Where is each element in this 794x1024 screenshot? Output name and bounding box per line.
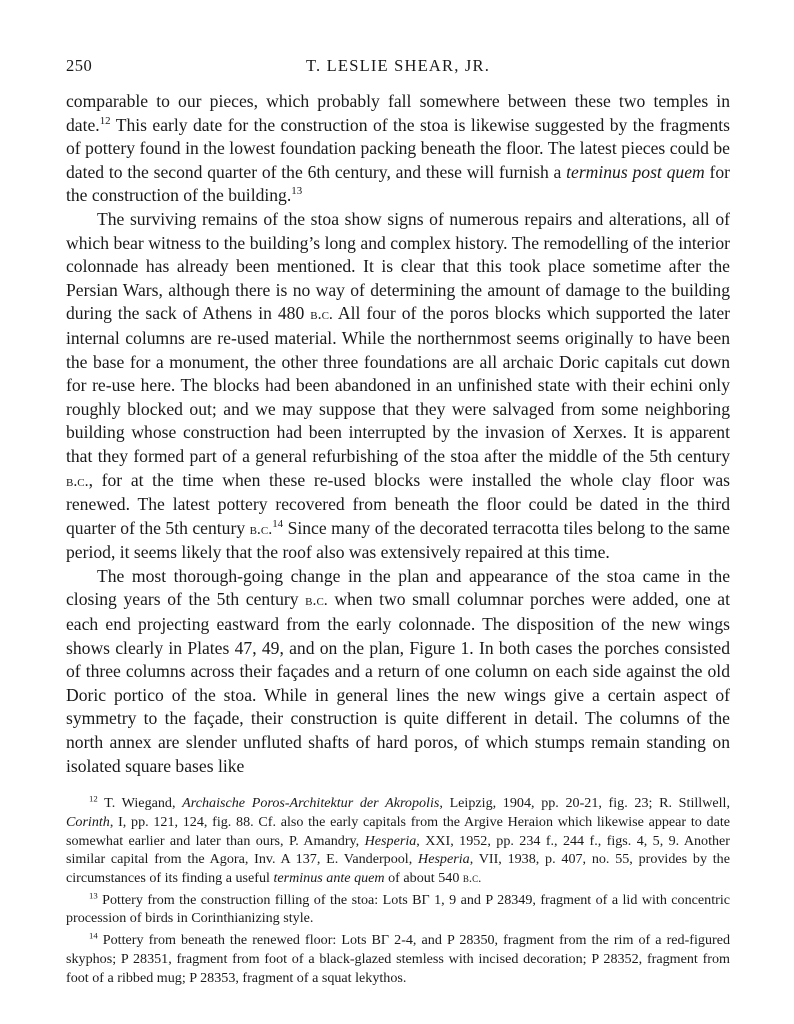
body-text <box>66 90 730 778</box>
text-run: The most thorough-going change in the plan and appearance of the stoa came in the closing years of the 5th century <box>66 565 730 610</box>
footnote-number: 13 <box>89 890 98 901</box>
era-abbrev: b.c. <box>305 592 328 610</box>
text-run: , for at the time when these re-used blocks were installed the whole clay floor was renewed. The latest pottery recovered from beneath the floor could be dated in the third quarter of the 5th century <box>66 469 730 538</box>
text-run: when two small columnar porches were added, one at each end projecting eastward from the early colonnade. The disposition of the new wings shows clearly in Plates 47, 49, and on the plan, Figure 1. In both cases the porches consisted of three columns across their façades and a return of one column on each side against the old Doric portico of the stoa. While in general lines the new wings give a certain aspect of symmetry to the façade, their construction is quite different in detail. The columns of the north annex are slender unfluted shafts of hard poros, of which stumps remain standing on isolated square bases like <box>66 589 730 776</box>
footnote-ref-12: 12 <box>99 114 111 127</box>
page-header <box>66 52 730 76</box>
text-run: , XXI, 1952, pp. 234 f., 244 f., figs. 4, 5, 9. Another similar capital from the Agora, Inv. A 137, E. Vanderpool, <box>66 832 731 868</box>
text-run: comparable to our pieces, which probably fall somewhere between these two temples in date. <box>66 91 730 135</box>
footnote-number: 14 <box>89 930 98 941</box>
italic-term: terminus post quem <box>566 161 705 182</box>
footnote-ref-14: 14 <box>272 517 284 530</box>
citation-title: Archaische Poros-Architektur der Akropolis <box>182 795 440 812</box>
footnote-12 <box>66 794 730 888</box>
era-abbrev: b.c. <box>249 520 273 538</box>
text-run: This early date for the construction of the stoa is likewise suggested by the fragments of pottery found in the lowest foundation packing beneath the floor. The latest pieces could be dated to the second quarter of the 6th century, and these will furnish a <box>66 114 730 182</box>
text-run: Pottery from beneath the renewed floor: Lots ΒΓ 2-4, and P 28350, fragment from the rim of a red-figured skyphos; P 28351, fragment from foot of a black-glazed stemless with incised decoration; P 28352, fragment from foot of a ribbed mug; P 28353, fragment of a squat lekythos. <box>66 932 730 986</box>
text-run: for the construction of the building. <box>66 161 731 206</box>
footnotes <box>66 794 730 987</box>
text-run: , VII, 1938, p. 407, no. 55, provides by the circumstances of its finding a useful <box>66 851 730 887</box>
citation-title: Corinth <box>66 813 110 830</box>
footnote-14 <box>66 931 730 987</box>
text-run: The surviving remains of the stoa show signs of numerous repairs and alterations, all of which bear witness to the building’s long and complex history. The remodelling of the interior colonnade has already been mentioned. It is clear that this took place sometime after the Persian Wars, although there is no way of determining the amount of damage to the building during the sack of Athens in 480 <box>66 208 730 324</box>
paragraph-3 <box>66 565 730 778</box>
running-head: T. LESLIE SHEAR, JR. <box>305 56 491 75</box>
footnote-number: 12 <box>89 793 98 804</box>
italic-term: terminus ante quem <box>273 870 385 887</box>
text-run: Pottery from the construction filling of the stoa: Lots ΒΓ 1, 9 and P 28349, fragment of a lid with concentric procession of birds in Corinthianizing style. <box>66 891 730 927</box>
text-run: T. Wiegand, <box>97 795 183 812</box>
paragraph-1 <box>66 90 730 208</box>
text-run: of about 540 <box>384 870 463 887</box>
footnote-ref-13: 13 <box>291 185 303 198</box>
text-run: , Leipzig, 1904, pp. 20-21, fig. 23; R. Stillwell, <box>439 795 730 812</box>
era-abbrev: b.c. <box>462 871 482 886</box>
footnote-13 <box>66 891 730 928</box>
text-run: All four of the poros blocks which supported the later internal columns are re-used material. While the northernmost seems originally to have been the base for a monument, the other three foundations are all archaic Doric capitals cut down for re-use here. The blocks had been abandoned in an unfinished state with their echini only roughly blocked out; and we may suppose that they were salvaged from some neighboring building whose construction had been interrupted by the invasion of Xerxes. It is apparent that they formed part of a general refurbishing of the stoa after the middle of the 5th century <box>66 303 730 466</box>
text-run: Since many of the decorated terracotta tiles belong to the same period, it seems likely that the roof also was extensively repaired at this time. <box>66 517 730 563</box>
page <box>66 52 730 990</box>
era-abbrev: b.c. <box>310 306 333 324</box>
paragraph-2 <box>66 208 730 565</box>
page-number: 250 <box>66 56 93 75</box>
era-abbrev: b.c. <box>66 472 89 490</box>
citation-title: Hesperia <box>418 851 470 868</box>
citation-title: Hesperia <box>364 832 417 849</box>
text-run: , I, pp. 121, 124, fig. 88. Cf. also the early capitals from the Argive Heraion which likewise appear to date somewhat earlier and later than ours, P. Amandry, <box>66 813 730 849</box>
